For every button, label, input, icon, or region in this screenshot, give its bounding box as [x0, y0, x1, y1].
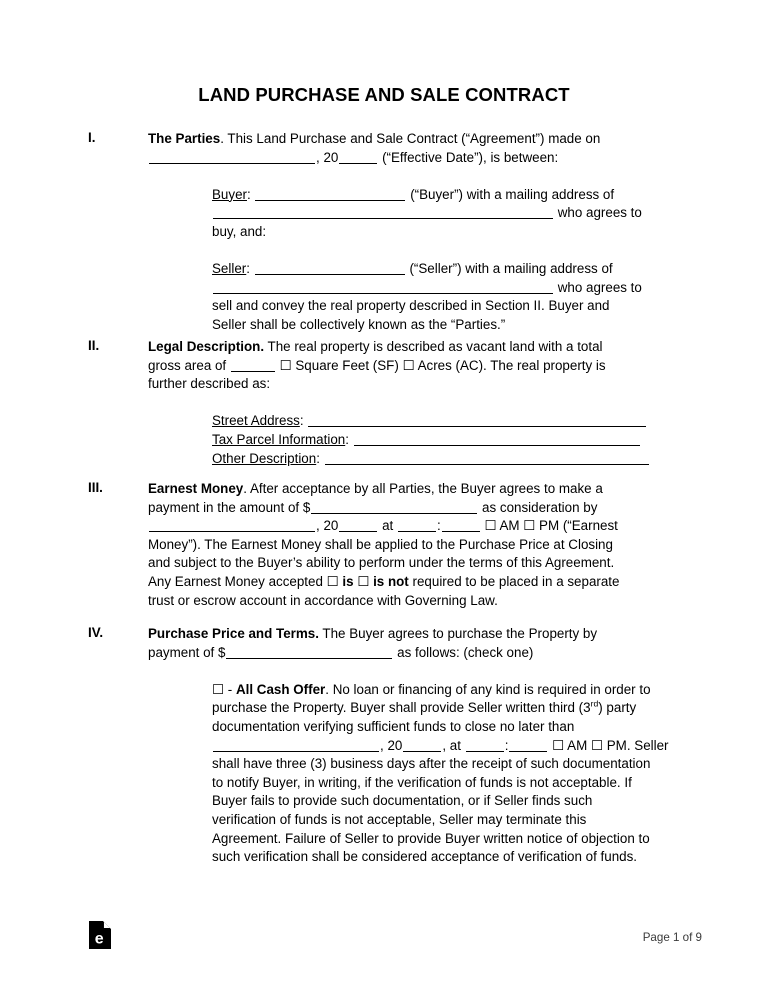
spacer — [148, 394, 680, 413]
earnest-year-prefix: , 20 — [316, 518, 339, 534]
legal-desc-line-3: further described as: — [148, 376, 271, 392]
earnest-text-1: . After acceptance by all Parties, the Buyer agrees to make a — [243, 481, 603, 496]
buyer-text-1: (“Buyer”) with a mailing address of — [410, 186, 615, 202]
tax-parcel-row — [212, 431, 680, 450]
checkbox-square-feet-icon[interactable]: ☐ — [279, 357, 292, 373]
purchase-text-1: The Buyer agrees to purchase the Property by — [318, 626, 598, 641]
buyer-colon: : — [246, 186, 251, 202]
earnest-accepted-label: Any Earnest Money accepted — [148, 573, 323, 589]
earnest-line-6 — [148, 573, 680, 592]
earnest-at-label: at — [382, 518, 394, 534]
street-address-blank[interactable] — [308, 414, 646, 427]
svg-text:e: e — [94, 930, 104, 948]
gross-area-label: gross area of — [148, 357, 227, 373]
cash-offer-at-label: , at — [442, 737, 461, 753]
earnest-is-label: is — [342, 573, 354, 589]
section-earnest-money — [88, 480, 680, 610]
all-cash-offer-line-3: documentation verifying sufficient funds to close no later than — [212, 718, 575, 734]
parties-intro-line-1 — [148, 130, 680, 149]
seller-line-1 — [212, 260, 680, 279]
effective-date-year-prefix: , 20 — [316, 149, 339, 165]
section-legal-description — [88, 338, 680, 468]
seller-text-2: who agrees to — [557, 279, 642, 295]
seller-colon: : — [246, 261, 250, 277]
all-cash-offer-label: All Cash Offer — [235, 681, 326, 697]
earnest-line-7: trust or escrow account in accordance with Governing Law. — [148, 592, 498, 608]
earnest-year-blank[interactable] — [339, 519, 377, 532]
checkbox-cash-am-icon[interactable]: ☐ — [552, 737, 565, 753]
cash-offer-year-prefix: , 20 — [380, 737, 403, 753]
section-i-body — [148, 130, 680, 335]
all-cash-offer-line-10: such verification shall be considered acceptance of verification of funds. — [212, 849, 638, 865]
all-cash-offer-line-1 — [212, 681, 680, 700]
purchase-price-label: payment of $ — [148, 644, 226, 660]
tax-parcel-label: Tax Parcel Information — [212, 431, 346, 447]
section-numeral-iii: III. — [88, 480, 103, 495]
effective-date-blank[interactable] — [149, 151, 315, 164]
seller-address-blank[interactable] — [213, 281, 553, 294]
acres-label: Acres (AC). The real property is — [417, 357, 606, 373]
all-cash-offer-line-8: verification of funds is not acceptable, Seller may terminate this — [212, 811, 587, 827]
all-cash-offer-line-6: to notify Buyer, in writing, if the verification of funds is not acceptable. If — [212, 774, 632, 790]
buyer-name-blank[interactable] — [255, 188, 405, 201]
legal-desc-text-1: The real property is described as vacant land with a total — [264, 339, 603, 354]
checkbox-all-cash-offer-icon[interactable]: ☐ — [212, 681, 225, 697]
purchase-follows-text: as follows: (check one) — [397, 644, 534, 660]
all-cash-offer-line-9: Agreement. Failure of Seller to provide Buyer written notice of objection to — [212, 830, 650, 846]
all-cash-offer-text-1: . No loan or financing of any kind is required in order to — [325, 681, 651, 697]
legal-desc-line-1 — [148, 338, 680, 357]
earnest-required-text: required to be placed in a separate — [412, 573, 620, 589]
section-ii-heading: Legal Description. — [148, 339, 265, 354]
legal-desc-line-2 — [148, 357, 680, 376]
parties-intro-text: . This Land Purchase and Sale Contract (“Agreement”) made on — [220, 131, 601, 146]
cash-offer-time-colon: : — [504, 737, 509, 753]
checkbox-acres-icon[interactable]: ☐ — [402, 357, 415, 373]
all-cash-offer-block — [212, 681, 680, 867]
buyer-block — [212, 186, 680, 335]
earnest-hour-blank[interactable] — [398, 519, 436, 532]
earnest-line-3 — [148, 517, 680, 536]
cash-offer-pm-label: PM. Seller — [606, 737, 669, 753]
cash-offer-minute-blank[interactable] — [509, 739, 547, 752]
other-description-row — [212, 450, 680, 469]
all-cash-offer-text-2a: purchase the Property. Buyer shall provide Seller written third (3 — [212, 700, 591, 716]
checkbox-is-not-icon[interactable]: ☐ — [357, 573, 370, 589]
street-address-label: Street Address — [212, 413, 300, 429]
earnest-consideration-text: as consideration by — [482, 499, 598, 515]
other-description-blank[interactable] — [325, 452, 649, 465]
earnest-date-blank[interactable] — [149, 519, 315, 532]
purchase-line-1 — [148, 625, 680, 644]
cash-offer-date-blank[interactable] — [213, 739, 379, 752]
earnest-amount-blank[interactable] — [311, 501, 477, 514]
section-iv-body — [148, 625, 680, 867]
earnest-am-label: AM — [499, 518, 520, 534]
spacer — [148, 167, 680, 186]
spacer — [148, 662, 680, 681]
cash-offer-am-label: AM — [567, 737, 588, 753]
effective-date-year-blank[interactable] — [339, 151, 377, 164]
section-iv-heading: Purchase Price and Terms. — [148, 626, 319, 641]
all-cash-offer-line-7: Buyer fails to provide such documentation, or if Seller finds such — [212, 793, 593, 809]
tax-parcel-blank[interactable] — [354, 433, 640, 446]
cash-offer-year-blank[interactable] — [403, 739, 441, 752]
checkbox-is-icon[interactable]: ☐ — [326, 573, 339, 589]
section-numeral-ii: II. — [88, 338, 100, 353]
checkbox-earnest-am-icon[interactable]: ☐ — [484, 518, 497, 534]
buyer-label: Buyer — [212, 186, 247, 202]
effective-date-suffix: (“Effective Date”), is between: — [378, 149, 559, 165]
buyer-line-1 — [212, 186, 680, 205]
buyer-line-3: buy, and: — [212, 223, 267, 239]
purchase-price-blank[interactable] — [226, 646, 392, 659]
street-address-colon: : — [299, 413, 304, 429]
buyer-address-blank[interactable] — [213, 206, 553, 219]
purchase-line-2 — [148, 644, 680, 663]
buyer-line-2 — [212, 204, 680, 223]
earnest-is-not-label: is not — [373, 573, 409, 589]
earnest-minute-blank[interactable] — [442, 519, 480, 532]
page-title: LAND PURCHASE AND SALE CONTRACT — [198, 84, 570, 105]
seller-name-blank[interactable] — [255, 262, 405, 275]
other-description-label: Other Description — [212, 450, 317, 466]
checkbox-earnest-pm-icon[interactable]: ☐ — [523, 518, 536, 534]
section-ii-body — [148, 338, 680, 468]
seller-label: Seller — [212, 261, 247, 277]
earnest-time-colon: : — [436, 518, 441, 534]
earnest-line-5: and subject to the Buyer’s ability to perform under the terms of this Agreement. — [148, 555, 615, 571]
section-purchase-price-and-terms — [88, 625, 680, 867]
seller-line-3: sell and convey the real property described in Section II. Buyer and — [212, 298, 610, 314]
earnest-line-1 — [148, 480, 680, 499]
section-iii-body — [148, 480, 680, 610]
all-cash-offer-line-2 — [212, 699, 680, 718]
section-i-heading: The Parties — [148, 131, 221, 146]
property-fields-block — [212, 412, 680, 468]
other-description-colon: : — [316, 450, 320, 466]
seller-text-1: (“Seller”) with a mailing address of — [409, 261, 613, 277]
seller-line-2 — [212, 279, 680, 298]
square-feet-label: Square Feet (SF) — [295, 357, 399, 373]
gross-area-blank[interactable] — [231, 359, 275, 372]
section-the-parties — [88, 130, 680, 335]
checkbox-cash-pm-icon[interactable]: ☐ — [590, 737, 603, 753]
section-numeral-iv: IV. — [88, 625, 104, 640]
earnest-amount-label: payment in the amount of $ — [148, 499, 311, 515]
option-dash: - — [227, 681, 233, 697]
all-cash-offer-text-2b: ) party — [598, 700, 637, 716]
third-party-superscript: rd — [590, 698, 599, 709]
street-address-row — [212, 412, 680, 431]
buyer-text-2: who agrees to — [557, 205, 642, 221]
earnest-line-4: Money”). The Earnest Money shall be applied to the Purchase Price at Closing — [148, 536, 613, 552]
all-cash-offer-line-5: shall have three (3) business days after the receipt of such documentation — [212, 756, 651, 772]
page-number: Page 1 of 9 — [642, 931, 702, 944]
all-cash-offer-line-4 — [212, 737, 680, 756]
earnest-pm-label: PM (“Earnest — [539, 518, 618, 534]
parties-intro-line-2 — [148, 149, 680, 168]
cash-offer-hour-blank[interactable] — [466, 739, 504, 752]
section-numeral-i: I. — [88, 130, 96, 145]
seller-line-4: Seller shall be collectively known as the “Parties.” — [212, 316, 506, 332]
tax-parcel-colon: : — [345, 431, 349, 447]
spacer — [212, 242, 680, 261]
earnest-line-2 — [148, 499, 680, 518]
eforms-logo-icon — [89, 921, 111, 949]
section-iii-heading: Earnest Money — [148, 481, 244, 496]
